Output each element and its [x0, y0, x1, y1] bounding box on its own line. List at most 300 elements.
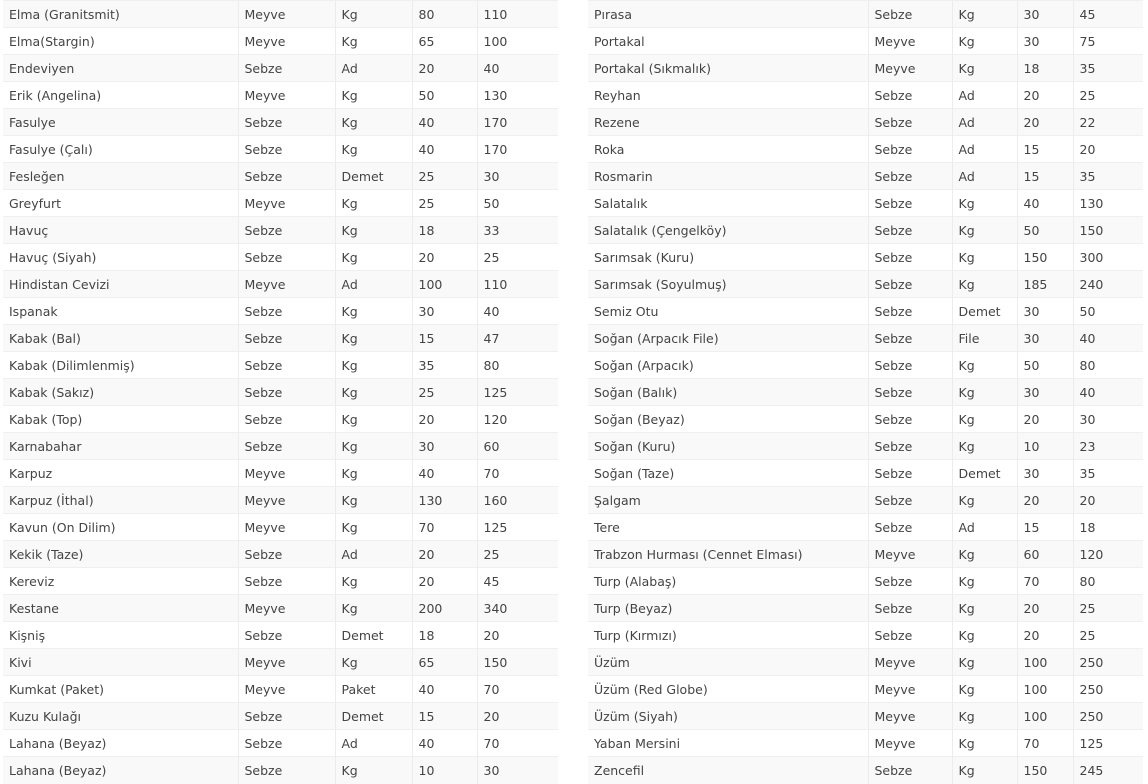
table-row	[3, 136, 558, 163]
min-price-cell: 20	[412, 541, 477, 568]
max-price-cell: 25	[1073, 82, 1143, 109]
category-cell: Sebze	[868, 595, 952, 622]
table-row	[3, 757, 558, 784]
unit-cell: Demet	[952, 298, 1017, 325]
product-name-cell: Kavun (On Dilim)	[3, 514, 238, 541]
table-row	[3, 28, 558, 55]
category-cell: Sebze	[238, 757, 335, 784]
min-price-cell: 130	[412, 487, 477, 514]
min-price-cell: 65	[412, 28, 477, 55]
product-name-cell: Salatalık	[588, 190, 868, 217]
table-row	[3, 487, 558, 514]
product-name-cell: Trabzon Hurması (Cennet Elması)	[588, 541, 868, 568]
unit-cell: Paket	[335, 676, 412, 703]
product-name-cell: Zencefil	[588, 757, 868, 784]
max-price-cell: 75	[1073, 28, 1143, 55]
table-row	[588, 514, 1143, 541]
max-price-cell: 50	[477, 190, 558, 217]
product-name-cell: Kestane	[3, 595, 238, 622]
min-price-cell: 150	[1017, 757, 1073, 784]
unit-cell: Kg	[335, 109, 412, 136]
max-price-cell: 250	[1073, 649, 1143, 676]
max-price-cell: 80	[477, 352, 558, 379]
max-price-cell: 80	[1073, 352, 1143, 379]
product-name-cell: Karpuz (İthal)	[3, 487, 238, 514]
category-cell: Sebze	[238, 163, 335, 190]
product-name-cell: Kekik (Taze)	[3, 541, 238, 568]
product-name-cell: Semiz Otu	[588, 298, 868, 325]
product-name-cell: Karpuz	[3, 460, 238, 487]
product-name-cell: Rezene	[588, 109, 868, 136]
price-table-right	[588, 0, 1143, 784]
category-cell: Meyve	[868, 703, 952, 730]
table-row	[588, 244, 1143, 271]
unit-cell: Kg	[335, 514, 412, 541]
unit-cell: Kg	[952, 757, 1017, 784]
table-row	[588, 190, 1143, 217]
table-row	[588, 730, 1143, 757]
max-price-cell: 40	[477, 298, 558, 325]
unit-cell: Kg	[335, 379, 412, 406]
product-name-cell: Kabak (Top)	[3, 406, 238, 433]
unit-cell: Ad	[952, 514, 1017, 541]
table-row	[3, 676, 558, 703]
category-cell: Meyve	[238, 514, 335, 541]
unit-cell: Ad	[952, 163, 1017, 190]
max-price-cell: 30	[1073, 406, 1143, 433]
unit-cell: Kg	[952, 379, 1017, 406]
unit-cell: Demet	[335, 163, 412, 190]
min-price-cell: 20	[412, 568, 477, 595]
min-price-cell: 20	[412, 406, 477, 433]
min-price-cell: 20	[1017, 82, 1073, 109]
table-row	[3, 649, 558, 676]
table-row	[3, 730, 558, 757]
min-price-cell: 30	[1017, 379, 1073, 406]
category-cell: Sebze	[238, 622, 335, 649]
max-price-cell: 25	[1073, 622, 1143, 649]
min-price-cell: 70	[412, 514, 477, 541]
table-row	[588, 649, 1143, 676]
unit-cell: Kg	[335, 1, 412, 28]
min-price-cell: 50	[1017, 217, 1073, 244]
table-row	[588, 1, 1143, 28]
category-cell: Sebze	[238, 703, 335, 730]
table-row	[588, 28, 1143, 55]
product-name-cell: Yaban Mersini	[588, 730, 868, 757]
min-price-cell: 20	[1017, 622, 1073, 649]
min-price-cell: 30	[1017, 325, 1073, 352]
max-price-cell: 130	[1073, 190, 1143, 217]
category-cell: Sebze	[238, 379, 335, 406]
table-row	[588, 352, 1143, 379]
unit-cell: Kg	[335, 217, 412, 244]
table-row	[588, 595, 1143, 622]
max-price-cell: 170	[477, 136, 558, 163]
unit-cell: Kg	[952, 595, 1017, 622]
min-price-cell: 25	[412, 379, 477, 406]
category-cell: Sebze	[868, 217, 952, 244]
max-price-cell: 35	[1073, 460, 1143, 487]
min-price-cell: 30	[1017, 1, 1073, 28]
max-price-cell: 120	[477, 406, 558, 433]
min-price-cell: 40	[1017, 190, 1073, 217]
max-price-cell: 20	[1073, 136, 1143, 163]
category-cell: Meyve	[238, 82, 335, 109]
product-name-cell: Elma(Stargin)	[3, 28, 238, 55]
table-row	[3, 82, 558, 109]
table-row	[588, 487, 1143, 514]
unit-cell: Ad	[335, 55, 412, 82]
max-price-cell: 250	[1073, 676, 1143, 703]
category-cell: Sebze	[868, 82, 952, 109]
table-row	[3, 109, 558, 136]
table-row	[588, 676, 1143, 703]
min-price-cell: 20	[1017, 109, 1073, 136]
unit-cell: Kg	[335, 82, 412, 109]
table-row	[3, 190, 558, 217]
category-cell: Sebze	[868, 298, 952, 325]
max-price-cell: 70	[477, 676, 558, 703]
unit-cell: Demet	[952, 460, 1017, 487]
max-price-cell: 18	[1073, 514, 1143, 541]
unit-cell: Kg	[335, 595, 412, 622]
min-price-cell: 40	[412, 109, 477, 136]
product-name-cell: Hindistan Cevizi	[3, 271, 238, 298]
table-row	[588, 271, 1143, 298]
min-price-cell: 100	[412, 271, 477, 298]
min-price-cell: 18	[412, 217, 477, 244]
table-row	[3, 298, 558, 325]
table-row	[588, 379, 1143, 406]
min-price-cell: 100	[1017, 676, 1073, 703]
product-name-cell: Karnabahar	[3, 433, 238, 460]
max-price-cell: 130	[477, 82, 558, 109]
category-cell: Sebze	[868, 379, 952, 406]
max-price-cell: 170	[477, 109, 558, 136]
unit-cell: Kg	[335, 568, 412, 595]
table-body-left	[3, 1, 558, 784]
unit-cell: Demet	[335, 703, 412, 730]
product-name-cell: Soğan (Arpacık File)	[588, 325, 868, 352]
min-price-cell: 40	[412, 136, 477, 163]
category-cell: Sebze	[868, 109, 952, 136]
unit-cell: Kg	[335, 325, 412, 352]
max-price-cell: 22	[1073, 109, 1143, 136]
category-cell: Sebze	[868, 460, 952, 487]
min-price-cell: 70	[1017, 568, 1073, 595]
product-name-cell: Roka	[588, 136, 868, 163]
table-body-right	[588, 1, 1143, 784]
min-price-cell: 15	[1017, 163, 1073, 190]
max-price-cell: 50	[1073, 298, 1143, 325]
max-price-cell: 25	[1073, 595, 1143, 622]
category-cell: Sebze	[868, 433, 952, 460]
product-name-cell: Fasulye (Çalı)	[3, 136, 238, 163]
unit-cell: Kg	[335, 352, 412, 379]
unit-cell: Kg	[952, 271, 1017, 298]
max-price-cell: 30	[477, 757, 558, 784]
min-price-cell: 100	[1017, 649, 1073, 676]
min-price-cell: 18	[1017, 55, 1073, 82]
min-price-cell: 50	[1017, 352, 1073, 379]
max-price-cell: 40	[1073, 379, 1143, 406]
unit-cell: Kg	[952, 730, 1017, 757]
unit-cell: Kg	[335, 757, 412, 784]
product-name-cell: Turp (Kırmızı)	[588, 622, 868, 649]
product-name-cell: Şalgam	[588, 487, 868, 514]
table-row	[588, 568, 1143, 595]
min-price-cell: 100	[1017, 703, 1073, 730]
category-cell: Meyve	[238, 595, 335, 622]
unit-cell: Kg	[335, 433, 412, 460]
min-price-cell: 150	[1017, 244, 1073, 271]
min-price-cell: 185	[1017, 271, 1073, 298]
max-price-cell: 25	[477, 244, 558, 271]
min-price-cell: 30	[1017, 298, 1073, 325]
product-name-cell: Portakal (Sıkmalık)	[588, 55, 868, 82]
table-row	[3, 568, 558, 595]
category-cell: Meyve	[238, 28, 335, 55]
product-name-cell: Soğan (Arpacık)	[588, 352, 868, 379]
product-name-cell: Üzüm (Red Globe)	[588, 676, 868, 703]
table-row	[3, 217, 558, 244]
category-cell: Sebze	[238, 109, 335, 136]
unit-cell: Kg	[952, 703, 1017, 730]
category-cell: Sebze	[868, 406, 952, 433]
category-cell: Sebze	[238, 433, 335, 460]
min-price-cell: 30	[1017, 460, 1073, 487]
max-price-cell: 20	[1073, 487, 1143, 514]
table-row	[3, 55, 558, 82]
product-name-cell: Soğan (Balık)	[588, 379, 868, 406]
unit-cell: Kg	[952, 541, 1017, 568]
unit-cell: Kg	[335, 136, 412, 163]
unit-cell: Kg	[952, 217, 1017, 244]
product-name-cell: Erik (Angelina)	[3, 82, 238, 109]
product-name-cell: Turp (Alabaş)	[588, 568, 868, 595]
table-row	[588, 460, 1143, 487]
product-name-cell: Kereviz	[3, 568, 238, 595]
table-row	[3, 460, 558, 487]
max-price-cell: 150	[1073, 217, 1143, 244]
table-row	[3, 514, 558, 541]
category-cell: Sebze	[868, 325, 952, 352]
max-price-cell: 45	[477, 568, 558, 595]
category-cell: Sebze	[868, 352, 952, 379]
min-price-cell: 200	[412, 595, 477, 622]
max-price-cell: 160	[477, 487, 558, 514]
category-cell: Sebze	[868, 190, 952, 217]
category-cell: Sebze	[868, 514, 952, 541]
min-price-cell: 50	[412, 82, 477, 109]
unit-cell: Kg	[335, 28, 412, 55]
product-name-cell: Elma (Granitsmit)	[3, 1, 238, 28]
unit-cell: Kg	[952, 352, 1017, 379]
table-row	[588, 406, 1143, 433]
category-cell: Sebze	[868, 244, 952, 271]
unit-cell: Ad	[952, 82, 1017, 109]
max-price-cell: 110	[477, 271, 558, 298]
category-cell: Sebze	[238, 217, 335, 244]
min-price-cell: 10	[1017, 433, 1073, 460]
product-name-cell: Lahana (Beyaz)	[3, 757, 238, 784]
min-price-cell: 80	[412, 1, 477, 28]
category-cell: Sebze	[238, 406, 335, 433]
unit-cell: Kg	[952, 622, 1017, 649]
unit-cell: Kg	[952, 406, 1017, 433]
table-row	[588, 109, 1143, 136]
product-name-cell: Kabak (Sakız)	[3, 379, 238, 406]
product-name-cell: Soğan (Beyaz)	[588, 406, 868, 433]
max-price-cell: 125	[477, 514, 558, 541]
min-price-cell: 20	[412, 55, 477, 82]
category-cell: Meyve	[868, 649, 952, 676]
unit-cell: Demet	[335, 622, 412, 649]
unit-cell: Kg	[952, 433, 1017, 460]
max-price-cell: 150	[477, 649, 558, 676]
unit-cell: Kg	[335, 406, 412, 433]
min-price-cell: 18	[412, 622, 477, 649]
category-cell: Sebze	[238, 136, 335, 163]
product-name-cell: Havuç	[3, 217, 238, 244]
min-price-cell: 20	[412, 244, 477, 271]
category-cell: Meyve	[238, 271, 335, 298]
unit-cell: Kg	[952, 676, 1017, 703]
min-price-cell: 15	[1017, 514, 1073, 541]
unit-cell: Ad	[952, 136, 1017, 163]
max-price-cell: 110	[477, 1, 558, 28]
category-cell: Sebze	[238, 55, 335, 82]
category-cell: Sebze	[868, 163, 952, 190]
product-name-cell: Lahana (Beyaz)	[3, 730, 238, 757]
category-cell: Sebze	[238, 325, 335, 352]
product-name-cell: Tere	[588, 514, 868, 541]
table-row	[3, 703, 558, 730]
table-row	[588, 136, 1143, 163]
max-price-cell: 250	[1073, 703, 1143, 730]
min-price-cell: 20	[1017, 595, 1073, 622]
max-price-cell: 70	[477, 460, 558, 487]
category-cell: Sebze	[868, 757, 952, 784]
table-row	[3, 379, 558, 406]
min-price-cell: 30	[412, 298, 477, 325]
unit-cell: Kg	[335, 649, 412, 676]
min-price-cell: 15	[412, 325, 477, 352]
category-cell: Meyve	[238, 676, 335, 703]
table-row	[588, 82, 1143, 109]
product-name-cell: Portakal	[588, 28, 868, 55]
category-cell: Sebze	[238, 244, 335, 271]
max-price-cell: 125	[477, 379, 558, 406]
min-price-cell: 30	[412, 433, 477, 460]
product-name-cell: Kuzu Kulağı	[3, 703, 238, 730]
max-price-cell: 125	[1073, 730, 1143, 757]
min-price-cell: 40	[412, 676, 477, 703]
min-price-cell: 30	[1017, 28, 1073, 55]
max-price-cell: 30	[477, 163, 558, 190]
category-cell: Meyve	[238, 487, 335, 514]
max-price-cell: 245	[1073, 757, 1143, 784]
unit-cell: Kg	[335, 298, 412, 325]
max-price-cell: 100	[477, 28, 558, 55]
unit-cell: Kg	[335, 244, 412, 271]
product-name-cell: Soğan (Taze)	[588, 460, 868, 487]
table-row	[588, 541, 1143, 568]
min-price-cell: 65	[412, 649, 477, 676]
product-name-cell: Endeviyen	[3, 55, 238, 82]
unit-cell: Ad	[335, 730, 412, 757]
table-row	[588, 325, 1143, 352]
max-price-cell: 70	[477, 730, 558, 757]
unit-cell: Kg	[952, 55, 1017, 82]
category-cell: Meyve	[868, 676, 952, 703]
table-row	[588, 55, 1143, 82]
product-name-cell: Fesleğen	[3, 163, 238, 190]
unit-cell: Kg	[952, 1, 1017, 28]
table-row	[3, 244, 558, 271]
max-price-cell: 40	[477, 55, 558, 82]
table-row	[588, 433, 1143, 460]
unit-cell: Kg	[335, 487, 412, 514]
min-price-cell: 10	[412, 757, 477, 784]
unit-cell: File	[952, 325, 1017, 352]
unit-cell: Kg	[952, 244, 1017, 271]
product-name-cell: Ispanak	[3, 298, 238, 325]
product-name-cell: Üzüm	[588, 649, 868, 676]
min-price-cell: 40	[412, 730, 477, 757]
product-name-cell: Greyfurt	[3, 190, 238, 217]
category-cell: Meyve	[868, 541, 952, 568]
max-price-cell: 80	[1073, 568, 1143, 595]
table-row	[3, 406, 558, 433]
min-price-cell: 25	[412, 163, 477, 190]
category-cell: Sebze	[868, 1, 952, 28]
category-cell: Meyve	[868, 55, 952, 82]
max-price-cell: 20	[477, 622, 558, 649]
table-row	[3, 163, 558, 190]
table-row	[588, 703, 1143, 730]
category-cell: Sebze	[238, 352, 335, 379]
max-price-cell: 45	[1073, 1, 1143, 28]
unit-cell: Kg	[952, 487, 1017, 514]
unit-cell: Ad	[335, 541, 412, 568]
product-name-cell: Kumkat (Paket)	[3, 676, 238, 703]
category-cell: Sebze	[868, 271, 952, 298]
max-price-cell: 60	[477, 433, 558, 460]
table-row	[588, 298, 1143, 325]
category-cell: Sebze	[868, 568, 952, 595]
category-cell: Meyve	[868, 730, 952, 757]
product-name-cell: Turp (Beyaz)	[588, 595, 868, 622]
product-name-cell: Fasulye	[3, 109, 238, 136]
table-row	[588, 622, 1143, 649]
category-cell: Sebze	[868, 136, 952, 163]
max-price-cell: 340	[477, 595, 558, 622]
max-price-cell: 240	[1073, 271, 1143, 298]
max-price-cell: 300	[1073, 244, 1143, 271]
min-price-cell: 60	[1017, 541, 1073, 568]
price-table-left	[3, 0, 558, 784]
table-row	[3, 271, 558, 298]
min-price-cell: 35	[412, 352, 477, 379]
category-cell: Sebze	[238, 730, 335, 757]
table-row	[3, 325, 558, 352]
table-row	[588, 217, 1143, 244]
category-cell: Sebze	[238, 568, 335, 595]
min-price-cell: 25	[412, 190, 477, 217]
category-cell: Meyve	[238, 1, 335, 28]
